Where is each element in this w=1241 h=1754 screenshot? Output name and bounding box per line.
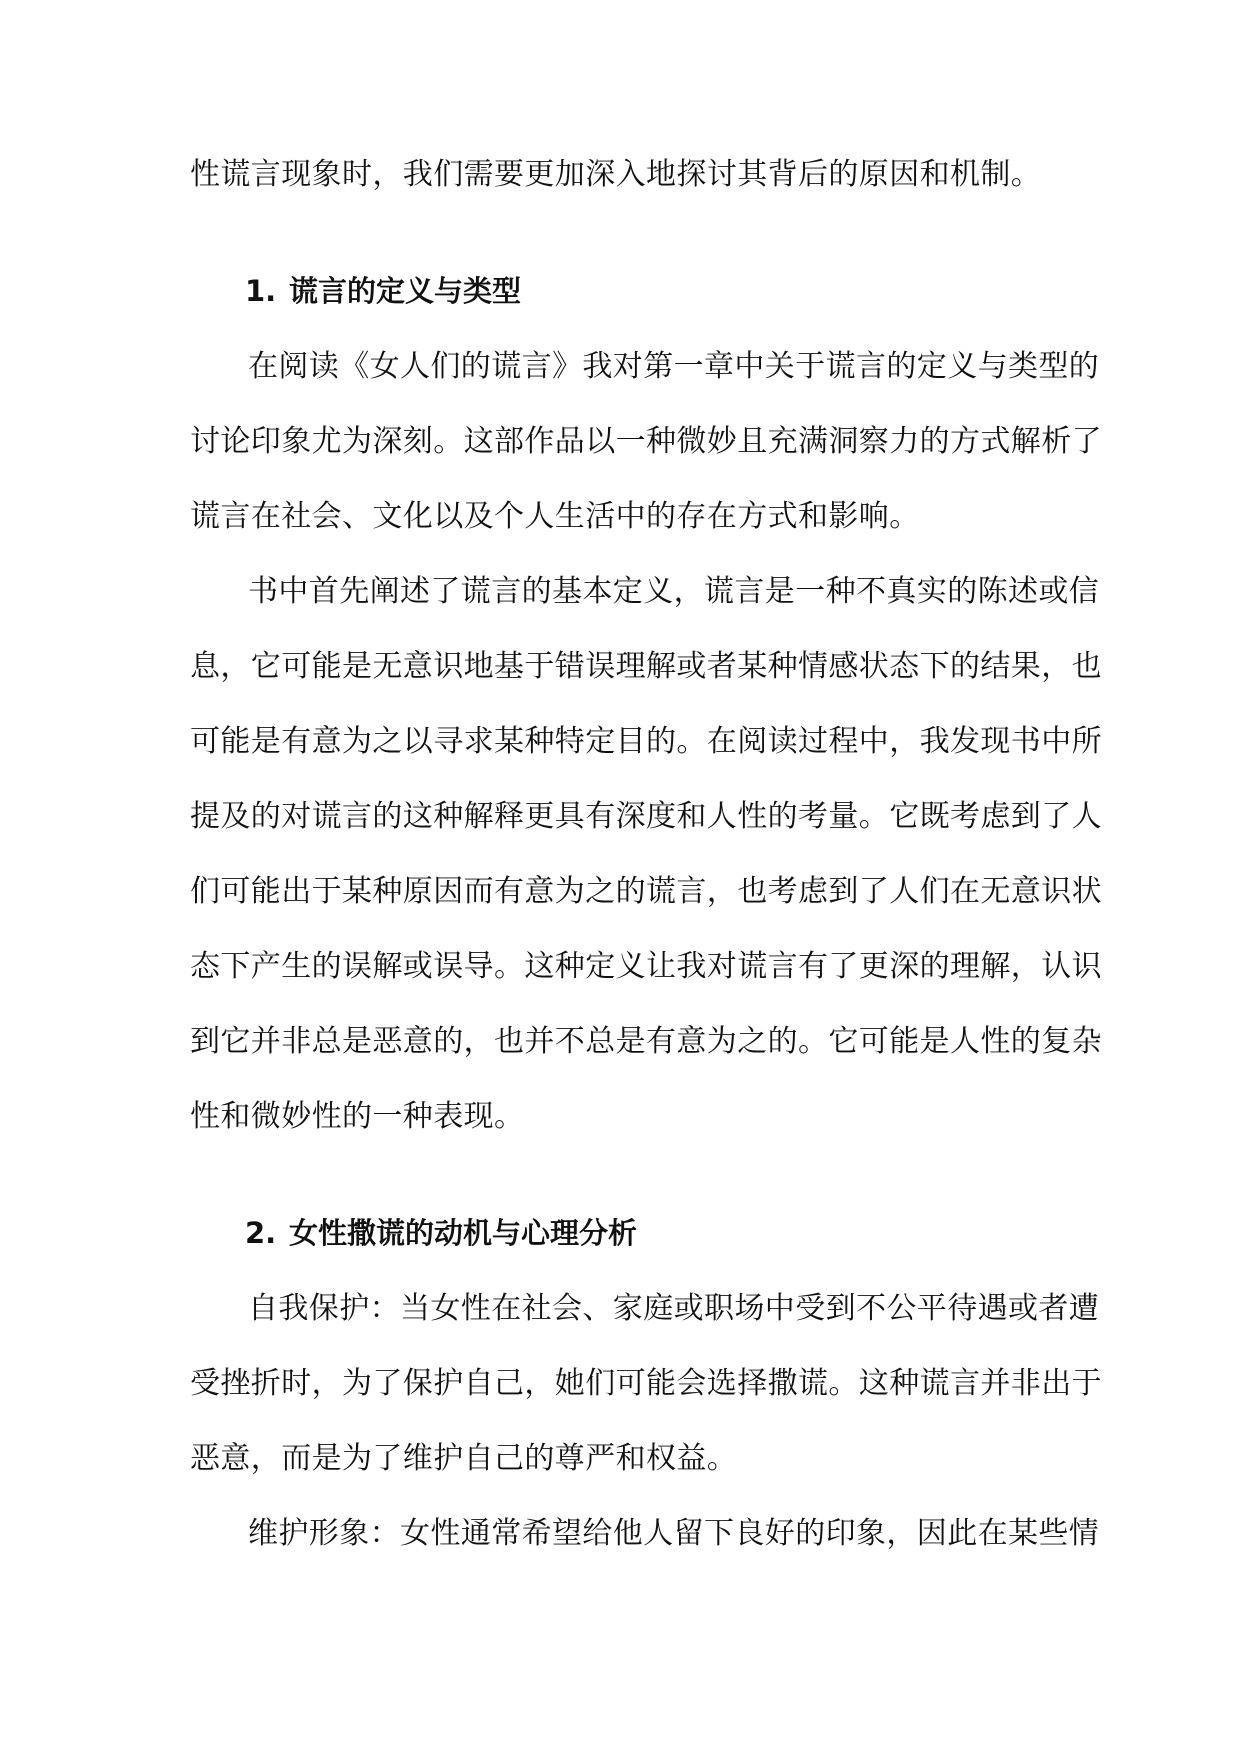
paragraph-line: 书中首先阐述了谎言的基本定义，谎言是一种不真实的陈述或信 [248,574,1100,609]
intro-line: 性谎言现象时，我们需要更加深入地探讨其背后的原因和机制。 [190,157,1042,192]
paragraph-line: 提及的对谎言的这种解释更具有深度和人性的考量。它既考虑到了人 [190,799,1102,834]
paragraph-line: 维护形象：女性通常希望给他人留下良好的印象，因此在某些情 [248,1516,1100,1551]
section-title: 女性撒谎的动机与心理分析 [289,1216,638,1250]
paragraph [190,1271,1102,1496]
section-number: 2. [245,1216,277,1250]
section-heading-1 [190,254,1060,329]
document-body [190,137,1102,1571]
paragraph-line: 在阅读《女人们的谎言》我对第一章中关于谎言的定义与类型的 [248,349,1100,384]
paragraph [190,554,1102,1154]
paragraph-line: 讨论印象尤为深刻。这部作品以一种微妙且充满洞察力的方式解析了 [190,424,1102,459]
paragraph-line: 谎言在社会、文化以及个人生活中的存在方式和影响。 [190,499,920,534]
paragraph-line: 性和微妙性的一种表现。 [190,1099,525,1134]
paragraph-line: 受挫折时，为了保护自己，她们可能会选择撒谎。这种谎言并非出于 [190,1366,1102,1401]
paragraph-line: 态下产生的误解或误导。这种定义让我对谎言有了更深的理解，认识 [190,949,1102,984]
paragraph-line: 们可能出于某种原因而有意为之的谎言，也考虑到了人们在无意识状 [190,874,1102,909]
paragraph [190,329,1102,554]
paragraph [190,1496,1100,1571]
paragraph-line: 自我保护：当女性在社会、家庭或职场中受到不公平待遇或者遭 [248,1291,1100,1326]
section-number: 1. [245,274,277,308]
section-heading-2 [190,1196,1060,1271]
section-title: 谎言的定义与类型 [289,274,522,308]
paragraph-line: 恶意，而是为了维护自己的尊严和权益。 [190,1441,738,1476]
paragraph-line: 到它并非总是恶意的，也并不总是有意为之的。它可能是人性的复杂 [190,1024,1102,1059]
paragraph-line: 息，它可能是无意识地基于错误理解或者某种情感状态下的结果，也 [190,649,1102,684]
paragraph-line: 可能是有意为之以寻求某种特定目的。在阅读过程中，我发现书中所 [190,724,1102,759]
